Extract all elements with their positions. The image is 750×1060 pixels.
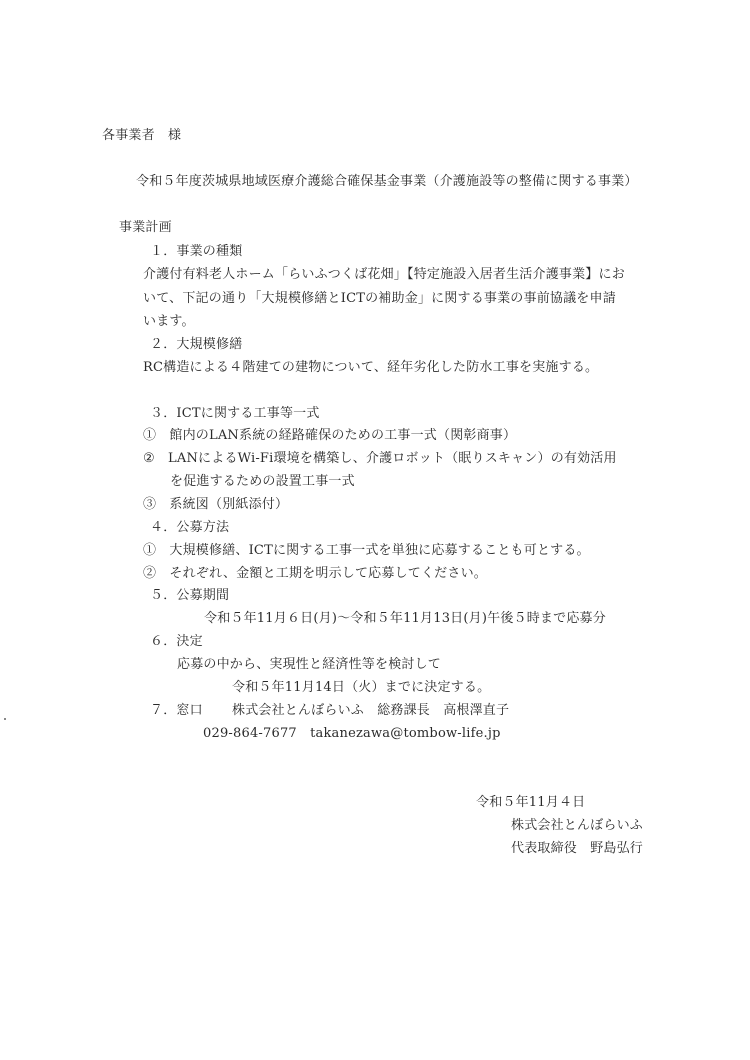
section-6-line-2: 令和５年11月14日（火）までに決定する。	[232, 680, 491, 695]
section-3-heading: ３．ICTに関する工事等一式	[150, 406, 320, 421]
section-7-contact: 株式会社とんぼらいふ 総務課長 高根澤直子	[232, 703, 510, 718]
section-2-heading: ２．大規模修繕	[150, 337, 243, 352]
section-7-phone-email: 029-864-7677 takanezawa@tombow-life.jp	[203, 726, 501, 741]
section-7-heading: ７．窓口	[150, 703, 203, 718]
section-6-line-1: 応募の中から、実現性と経済性等を検討して	[177, 657, 442, 672]
issuer-company: 株式会社とんぼらいふ	[511, 818, 644, 833]
section-4-item-1: ① 大規模修繕、ICTに関する工事一式を単独に応募することも可とする。	[143, 543, 590, 558]
issue-date: 令和５年11月４日	[476, 795, 586, 810]
section-3-item-3: ③ 系統図（別紙添付）	[143, 497, 289, 512]
section-3-item-1: ① 館内のLAN系統の経路確保のための工事一式（関彰商事）	[143, 428, 517, 443]
section-1-line-2: いて、下記の通り「大規模修繕とICTの補助金」に関する事業の事前協議を申請	[143, 291, 616, 306]
project-title: 令和５年度茨城県地域医療介護総合確保基金事業（介護施設等の整備に関する事業）	[136, 174, 638, 189]
addressee: 各事業者 様	[102, 128, 182, 143]
section-6-heading: ６．決定	[150, 634, 203, 649]
scan-speck	[4, 718, 6, 720]
section-1-heading: １．事業の種類	[150, 244, 243, 259]
plan-heading: 事業計画	[119, 220, 172, 235]
section-3-item-2: ② LANによるWi‐Fi環境を構築し、介護ロボット（眠りスキャン）の有効活用	[143, 451, 617, 466]
section-1-line-1: 介護付有料老人ホーム「らいふつくば花畑」【特定施設入居者生活介護事業】にお	[143, 267, 625, 282]
section-5-period: 令和５年11月６日(月)～令和５年11月13日(月)午後５時まで応募分	[204, 611, 606, 626]
section-4-heading: ４．公募方法	[150, 520, 230, 535]
section-2-text: RC構造による４階建ての建物について、経年劣化した防水工事を実施する。	[143, 360, 599, 375]
section-1-line-3: います。	[143, 314, 195, 329]
section-4-item-2: ② それぞれ、金額と工期を明示して応募してください。	[143, 566, 487, 581]
section-5-heading: ５．公募期間	[150, 588, 230, 603]
issuer-representative: 代表取締役 野島弘行	[511, 841, 644, 856]
section-3-item-2-continued: を促進するための設置工事一式	[170, 474, 355, 489]
